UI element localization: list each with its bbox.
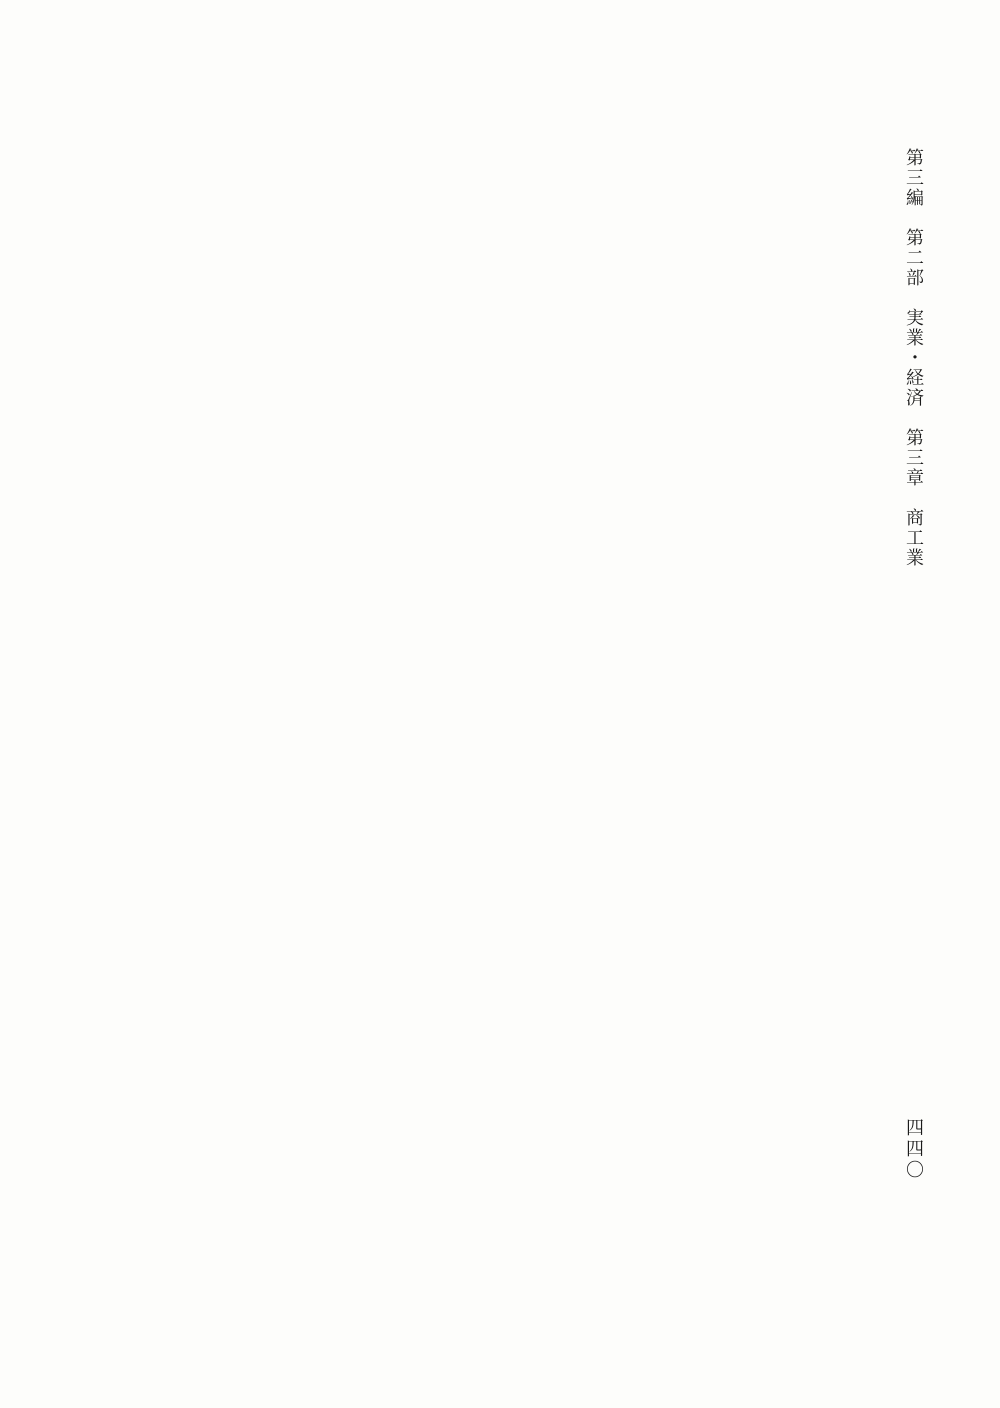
running-header: 第三編 第二部 実業・経済 第三章 商工業 (903, 148, 924, 568)
page-number: 四四〇 (903, 1118, 924, 1181)
